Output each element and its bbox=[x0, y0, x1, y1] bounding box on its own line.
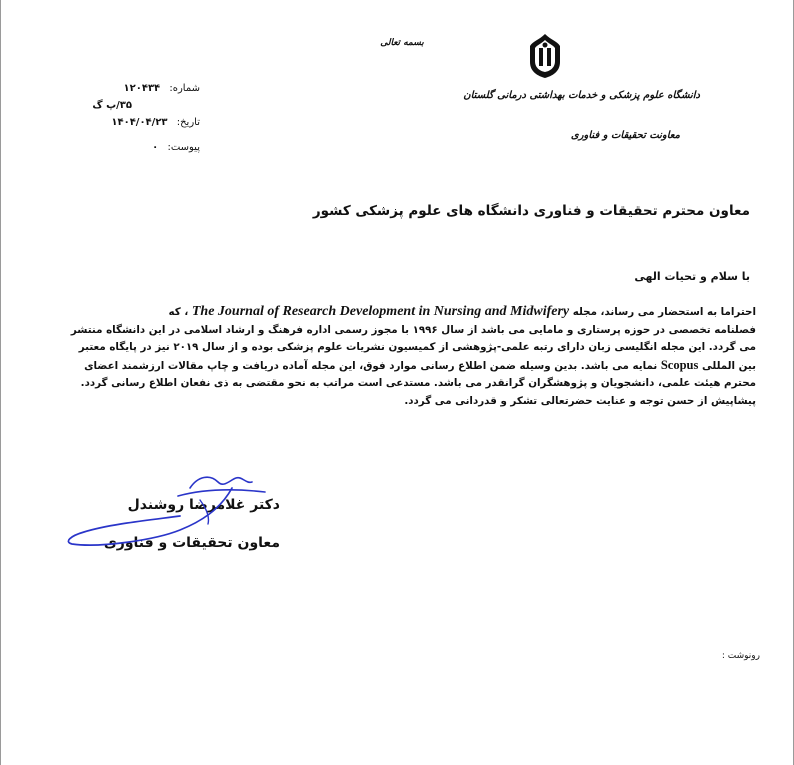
university-logo-icon bbox=[528, 32, 562, 80]
greeting-line: با سلام و تحیات الهی bbox=[634, 270, 750, 283]
body-line-4-post: نمایه می باشد. بدین وسیله ضمن اطلاع رسانی موارد فوق، این مجله آماده دریافت و چاپ مقالات ارزشمند اعضای bbox=[84, 359, 658, 372]
date-label: تاریخ: bbox=[176, 117, 200, 128]
basmala-heading: بسمه تعالی bbox=[380, 38, 424, 48]
attachment-row bbox=[70, 139, 200, 156]
letter-date-row bbox=[70, 114, 200, 131]
body-line-4-pre: بین المللی bbox=[701, 359, 756, 372]
number-value: ۱۲۰۴۳۴ bbox=[123, 83, 161, 94]
attachment-value: ۰ bbox=[152, 142, 159, 153]
body-line-3: می گردد. این مجله انگلیسی زبان دارای رتبه علمی-پژوهشی از کمیسیون نشریات علوم پزشکی بوده و از سال ۲۰۱۹ نیز در پایگاه معتبر bbox=[78, 341, 756, 354]
letter-ref-row bbox=[70, 97, 200, 114]
body-line-4 bbox=[34, 357, 756, 376]
letter-number-row bbox=[70, 80, 200, 97]
body-line-1-post: ، که bbox=[168, 306, 189, 318]
cc-label: رونوشت : bbox=[721, 651, 760, 661]
ref-value: ۳۵/پ گ bbox=[92, 100, 132, 111]
body-line-5: محترم هیئت علمی، دانشجویان و پژوهشگران گرانقدر می باشد. مستدعی است مراتب به نحو مقتضی به ذی نفعان اطلاع رسانی گردد. bbox=[80, 377, 756, 390]
signature-block bbox=[60, 470, 280, 570]
letter-body bbox=[34, 303, 756, 411]
department-name: معاونت تحقیقات و فناوری bbox=[570, 130, 680, 141]
page-left-border bbox=[0, 0, 1, 765]
handwritten-signature-icon bbox=[60, 470, 280, 570]
number-label: شماره: bbox=[169, 83, 200, 94]
university-name: دانشگاه علوم پزشکی و خدمات بهداشتی درمانی گلستان bbox=[463, 90, 700, 101]
body-line-1-pre: احتراما به استحضار می رساند، مجله bbox=[572, 306, 756, 318]
index-name: Scopus bbox=[660, 357, 699, 372]
letterhead bbox=[463, 30, 700, 141]
date-value: ۱۴۰۴/۰۴/۲۳ bbox=[111, 117, 168, 128]
signatory-name: دکتر غلامرضا روشندل bbox=[127, 497, 280, 513]
body-line-1 bbox=[34, 303, 756, 322]
journal-name: The Journal of Research Development in Nursing and Midwifery bbox=[191, 304, 570, 319]
attachment-label: پیوست: bbox=[167, 142, 200, 153]
letter-meta bbox=[70, 80, 200, 156]
body-line-2: فصلنامه تخصصی در حوزه پرستاری و مامایی می باشد از سال ۱۹۹۶ با مجوز رسمی اداره فرهنگ و ارشاد اسلامی در این دانشگاه منتشر bbox=[70, 323, 756, 336]
body-line-6: پیشاپیش از حسن توجه و عنایت حضرتعالی تشکر و قدردانی می گردد. bbox=[404, 394, 756, 407]
signatory-title: معاون تحقیقات و فناوری bbox=[103, 535, 280, 551]
addressee-line: معاون محترم تحقیقات و فناوری دانشگاه های علوم پزشکی کشور bbox=[312, 203, 750, 219]
